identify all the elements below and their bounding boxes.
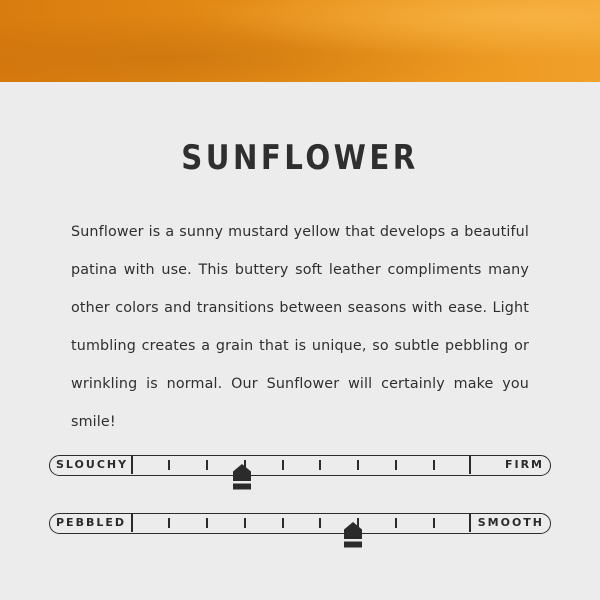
pebbled-smooth-marker-icon (343, 522, 363, 548)
scale-tick (433, 460, 435, 470)
scale-divider (131, 514, 133, 532)
leather-color-swatch (0, 0, 600, 82)
product-description: Sunflower is a sunny mustard yellow that develops a beautiful patina with use. This buttery soft leather compliments many other colors and transitions between seasons with ease. Light tumbling creates a grain that is unique, so subtle pebbling or wrinkling is normal. Our Sunflower will certainly make you smile! (71, 224, 529, 430)
scale-tick (168, 518, 170, 528)
scale-tick (395, 518, 397, 528)
scale-tick (319, 460, 321, 470)
scale-right-label: SMOOTH (477, 516, 544, 529)
scale-tick (319, 518, 321, 528)
scale-tick (282, 518, 284, 528)
scale-tick (244, 518, 246, 528)
slouchy-firm-marker-icon (232, 464, 252, 490)
product-title: SUNFLOWER (181, 138, 419, 178)
scale-divider (469, 456, 471, 474)
scale-tick (357, 460, 359, 470)
scale-left-label: PEBBLED (56, 516, 126, 529)
scale-tick (168, 460, 170, 470)
scale-right-label: FIRM (504, 458, 544, 471)
scale-divider (469, 514, 471, 532)
pebbled-smooth-scale (49, 513, 551, 534)
scale-tick (433, 518, 435, 528)
scale-tick (282, 460, 284, 470)
slouchy-firm-scale (49, 455, 551, 476)
scale-tick (206, 460, 208, 470)
scale-left-label: SLOUCHY (56, 458, 129, 471)
scale-tick (395, 460, 397, 470)
scale-divider (131, 456, 133, 474)
scale-tick (206, 518, 208, 528)
